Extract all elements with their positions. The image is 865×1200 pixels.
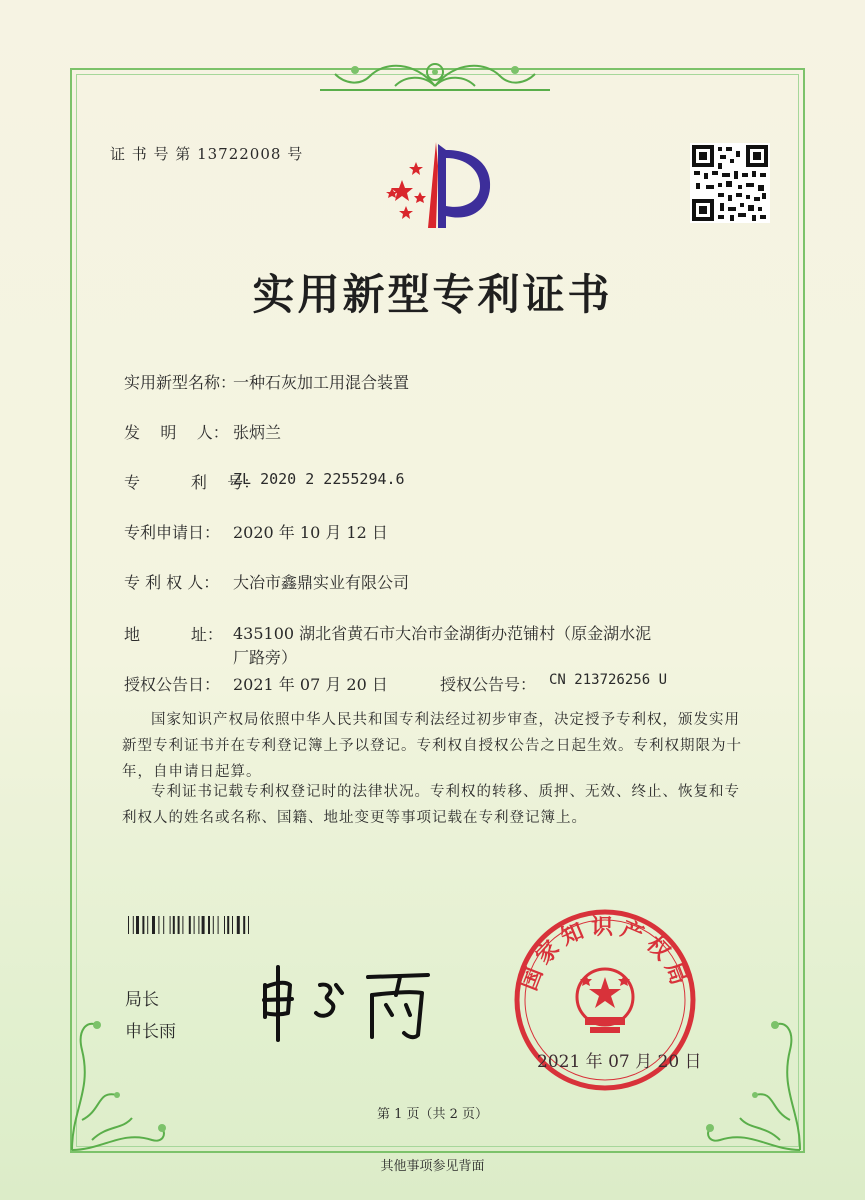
director-title: 局长 [125, 990, 159, 1010]
patent-number-value: ZL 2020 2 2255294.6 [233, 470, 405, 488]
inventor-value: 张炳兰 [233, 423, 282, 442]
top-ornament-icon [315, 56, 555, 100]
filing-date-label: 专利申请日： [124, 523, 221, 542]
grant-date-label: 授权公告日： [124, 675, 221, 694]
qr-code-icon [690, 143, 770, 223]
director-signature-icon [250, 955, 450, 1045]
certificate-title: 实用新型专利证书 [252, 270, 613, 319]
patent-number-label: 专 利 号： [124, 473, 260, 492]
patentee-value: 大冶市鑫鼎实业有限公司 [233, 573, 410, 592]
seal-date: 2021 年 07 月 20 日 [537, 1052, 702, 1072]
certificate-number: 证 书 号 第 13722008 号 [110, 145, 304, 163]
grant-number-label: 授权公告号： [440, 675, 537, 694]
address-value: 435100 湖北省黄石市大冶市金湖街办范铺村（原金湖水泥厂路旁） [233, 624, 652, 667]
bottom-right-ornament-icon [700, 1010, 810, 1160]
barcode-icon [128, 916, 332, 934]
grant-statement-paragraph: 国家知识产权局依照中华人民共和国专利法经过初步审查，决定授予专利权，颁发实用新型专利证书并在专利登记簿上予以登记。专利权自授权公告之日起生效。专利权期限为十年，自申请日起算。 [122, 712, 742, 780]
legal-status-paragraph: 专利证书记载专利权登记时的法律状况。专利权的转移、质押、无效、终止、恢复和专利权人的姓名或名称、国籍、地址变更等事项记载在专利登记簿上。 [122, 784, 740, 826]
back-side-note: 其他事项参见背面 [380, 1159, 485, 1174]
patentee-label: 专 利 权 人： [124, 573, 220, 592]
inventor-label: 发 明 人： [124, 423, 229, 442]
filing-date-value: 2020 年 10 月 12 日 [233, 523, 388, 542]
director-name: 申长雨 [125, 1022, 176, 1042]
grant-date-value: 2021 年 07 月 20 日 [233, 675, 388, 694]
utility-model-name-value: 一种石灰加工用混合装置 [233, 373, 410, 392]
grant-number-value: CN 213726256 U [549, 672, 668, 688]
page-indicator: 第 1 页（共 2 页） [376, 1107, 489, 1122]
seal-text: 国家知识产权局 [516, 915, 694, 995]
address-label: 地 址： [124, 625, 223, 644]
utility-model-name-label: 实用新型名称： [124, 373, 237, 392]
cnipa-logo-icon [380, 136, 500, 236]
